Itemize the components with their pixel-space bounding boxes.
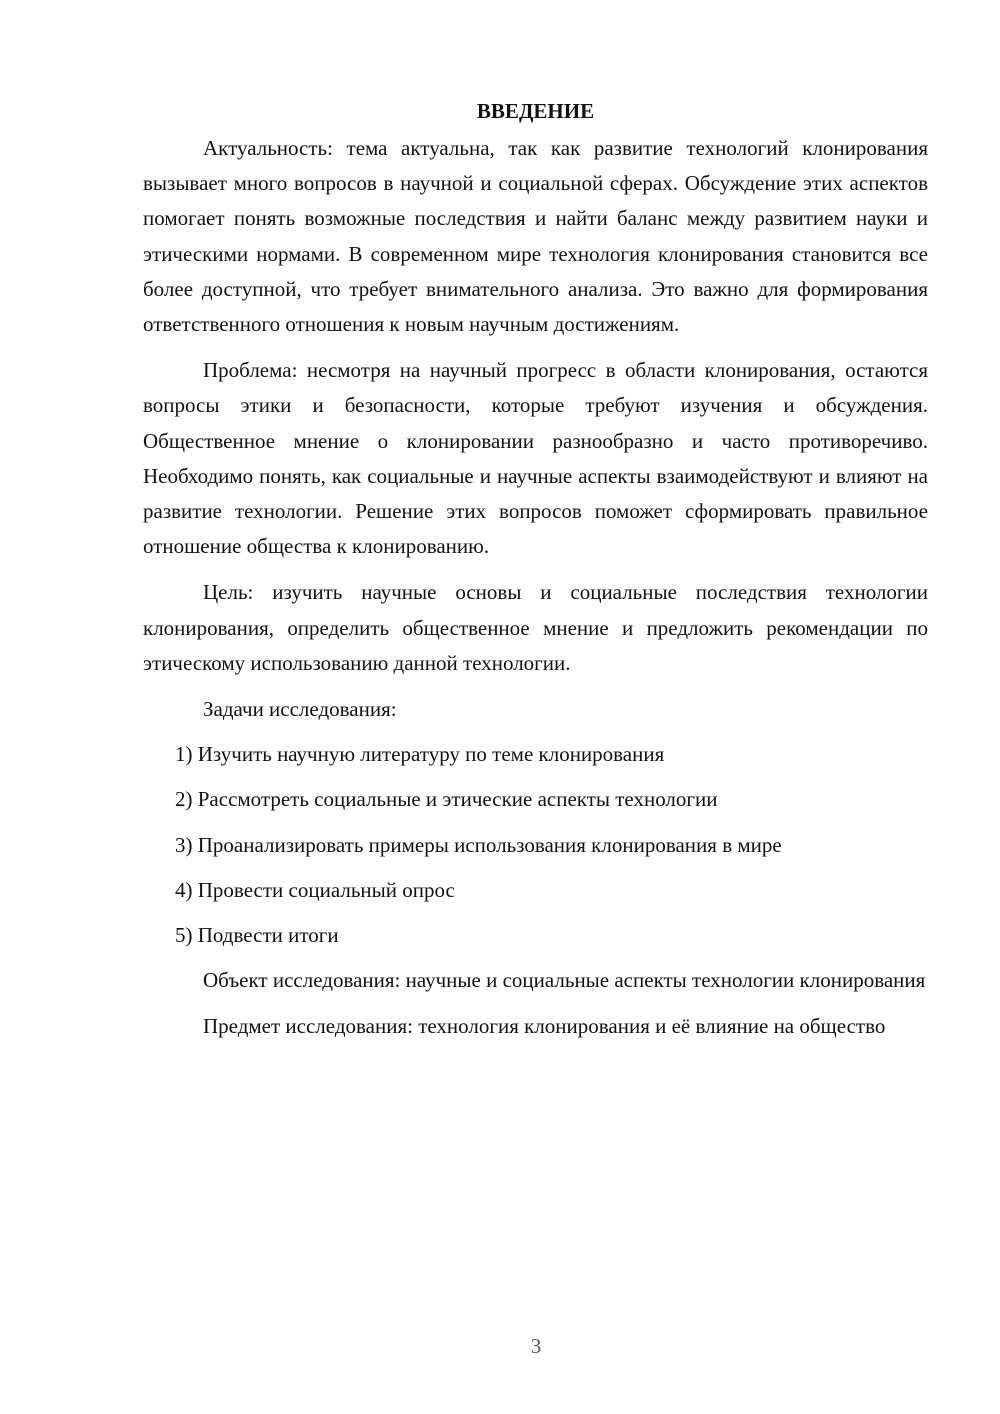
list-item: 5) Подвести итоги <box>175 923 339 948</box>
document-page <box>143 94 928 1056</box>
paragraph-subject: Предмет исследования: технология клонирования и её влияние на общество <box>203 1014 886 1039</box>
list-item: 3) Проанализировать примеры использования клонирования в мире <box>175 832 782 857</box>
list-item: 1) Изучить научную литературу по теме клонирования <box>175 742 665 767</box>
paragraph-relevance: Актуальность: тема актуальна, так как развитие технологий клонирования вызывает много вопросов в научной и социальной сферах. Обсуждение этих аспектов помогает понять возможные последствия и найти баланс между развитием науки и этическими нормами. В современном мире технология клонирования становится все более доступной, что требует внимательного анализа. Это важно для формирования ответственного отношения к новым научным достижениям. <box>143 136 928 337</box>
tasks-list <box>143 737 928 953</box>
list-item: 2) Рассмотреть социальные и этические аспекты технологии <box>175 787 718 812</box>
paragraph-problem: Проблема: несмотря на научный прогресс в области клонирования, остаются вопросы этики и безопасности, которые требуют изучения и обсуждения. Общественное мнение о клонировании разнообразно и часто противоречиво. Необходимо понять, как социальные и научные аспекты взаимодействуют и влияют на развитие технологии. Решение этих вопросов поможет сформировать правильное отношение общества к клонированию. <box>143 358 928 559</box>
paragraph-object: Объект исследования: научные и социальные аспекты технологии клонирования <box>203 968 926 993</box>
tasks-heading: Задачи исследования: <box>203 697 397 722</box>
paragraph-goal: Цель: изучить научные основы и социальные последствия технологии клонирования, определить общественное мнение и предложить рекомендации по этическому использованию данной технологии. <box>143 580 928 675</box>
page-number: 3 <box>530 1334 542 1358</box>
list-item: 4) Провести социальный опрос <box>175 877 455 902</box>
page-title: ВВЕДЕНИЕ <box>476 99 595 123</box>
